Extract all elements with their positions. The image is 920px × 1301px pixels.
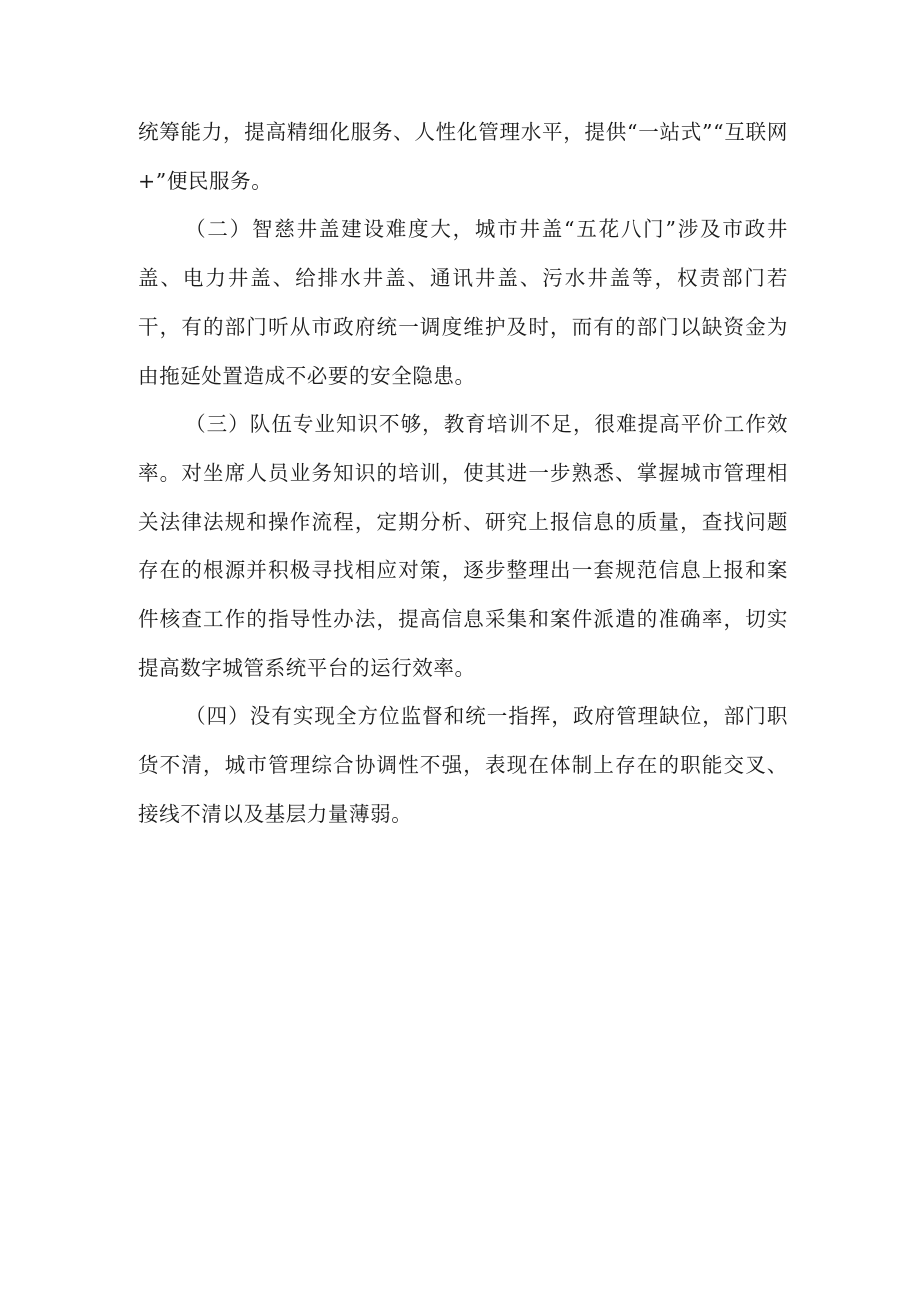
paragraph-item-4: （四）没有实现全方位监督和统一指挥，政府管理缺位，部门职货不清，城市管理综合协调性不强，表现在体制上存在的职能交叉、接线不清以及基层力量薄弱。: [138, 704, 788, 826]
paragraph-continuation: 统筹能力，提高精细化服务、人性化管理水平，提供“一站式”“互联网+”便民服务。: [138, 120, 788, 193]
document-body: [138, 108, 788, 839]
paragraph-item-3: （三）队伍专业知识不够，教育培训不足，很难提高平价工作效率。对坐席人员业务知识的培训，使其进一步熟悉、掌握城市管理相关法律法规和操作流程，定期分析、研究上报信息的质量，查找问题存在的根源并积极寻找相应对策，逐步整理出一套规范信息上报和案件核查工作的指导性办法，提高信息采集和案件派遣的准确率，切实提高数字城管系统平台的运行效率。: [138, 412, 788, 680]
paragraph-item-2: （二）智慈井盖建设难度大，城市井盖“五花八门”涉及市政井盖、电力井盖、给排水井盖、通讯井盖、污水井盖等，权责部门若干，有的部门听从市政府统一调度维护及时，而有的部门以缺资金为由拖延处置造成不必要的安全隐患。: [138, 217, 788, 388]
